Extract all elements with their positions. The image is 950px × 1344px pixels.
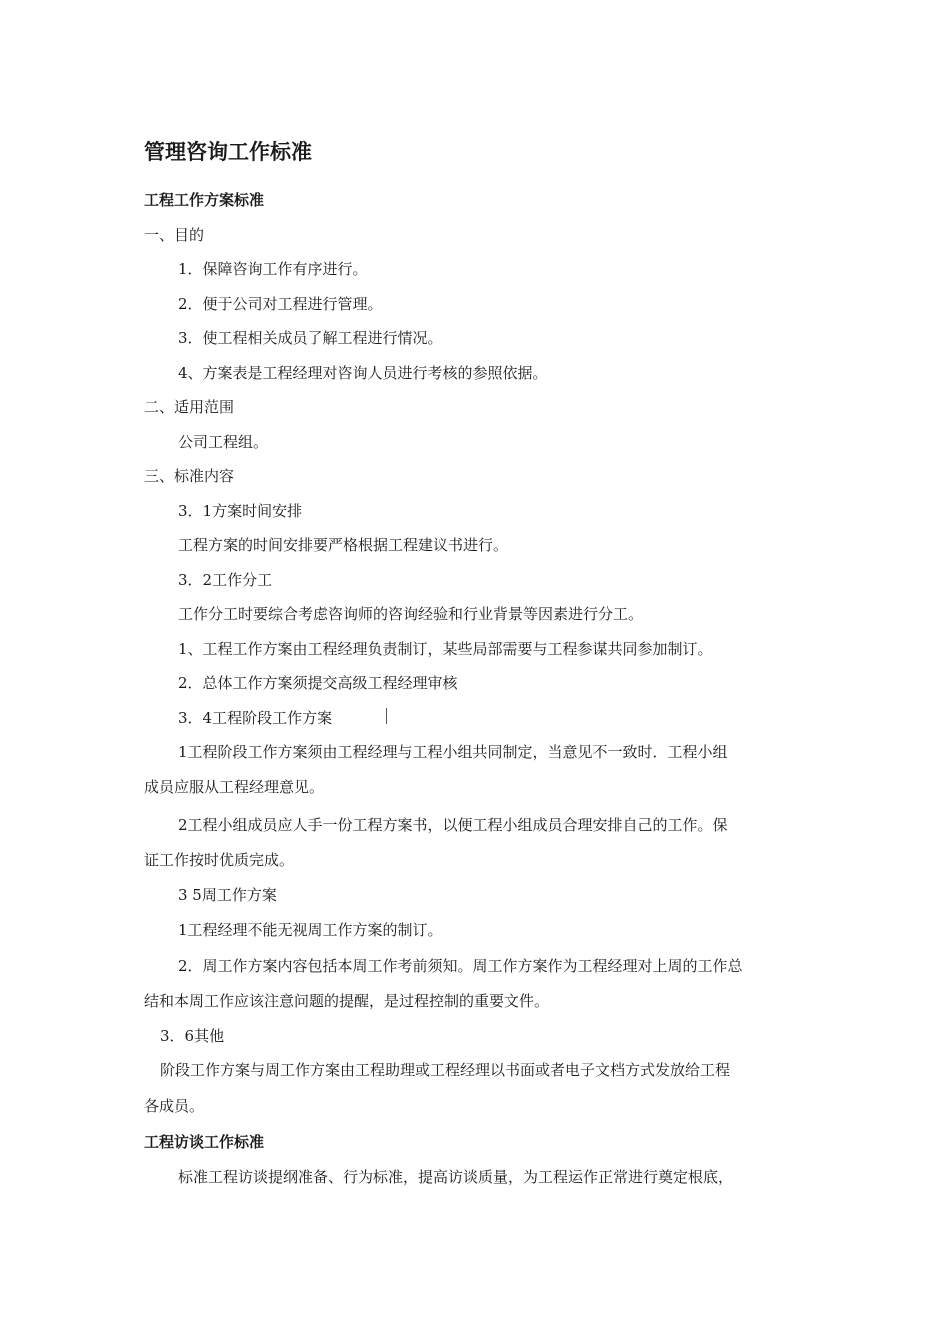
purpose-item-1: 1．保障咨询工作有序进行。 (178, 260, 368, 278)
page-title: 管理咨询工作标准 (144, 140, 312, 164)
para-3-4-2-line-2: 证工作按时优质完成。 (144, 851, 295, 869)
subheading-3-2: 3．2工作分工 (178, 571, 273, 589)
subheading-3-4: 3．4工程阶段工作方案 (178, 709, 333, 727)
para-3-4-2-line-1: 2工程小组成员应人手一份工程方案书，以便工程小组成员合理安排自己的工作。保 (178, 816, 728, 834)
scope-text: 公司工程组。 (178, 433, 269, 451)
text-3-1: 工程方案的时间安排要严格根据工程建议书进行。 (178, 536, 509, 554)
subheading-3-6: 3．6其他 (160, 1027, 225, 1045)
purpose-item-4: 4、方案表是工程经理对咨询人员进行考核的参照依据。 (178, 364, 548, 382)
purpose-item-2: 2．便于公司对工程进行管理。 (178, 295, 383, 313)
para-3-4-1-line-2: 成员应服从工程经理意见。 (144, 778, 325, 796)
heading-purpose: 一、目的 (144, 226, 205, 244)
text-3-2: 工作分工时要综合考虑咨询师的咨询经验和行业背景等因素进行分工。 (178, 605, 644, 623)
heading-scope: 二、适用范围 (144, 398, 235, 416)
purpose-item-3: 3．使工程相关成员了解工程进行情况。 (178, 329, 443, 347)
subheading-3-5: 3 5周工作方案 (178, 886, 277, 904)
text-cursor-mark (386, 708, 387, 724)
interview-text-line-1: 标准工程访谈提纲准备、行为标准，提高访谈质量，为工程运作正常进行奠定根底， (178, 1168, 734, 1186)
item-3-5-2-line-1: 2．周工作方案内容包括本周工作考前须知。周工作方案作为工程经理对上周的工作总 (178, 957, 743, 975)
text-3-6-line-1: 阶段工作方案与周工作方案由工程助理或工程经理以书面或者电子文档方式发放给工程 (160, 1061, 731, 1079)
section-heading-interview: 工程访谈工作标准 (144, 1133, 265, 1151)
heading-content: 三、标准内容 (144, 467, 235, 485)
text-3-6-line-2: 各成员。 (144, 1097, 205, 1115)
item-3-2-2: 2．总体工作方案须提交高级工程经理审核 (178, 674, 458, 692)
item-3-2-1: 1、工程工作方案由工程经理负责制订，某些局部需要与工程参谋共同参加制订。 (178, 640, 713, 658)
item-3-5-1: 1工程经理不能无视周工作方案的制订。 (178, 921, 443, 939)
item-3-5-2-line-2: 结和本周工作应该注意问题的提醒，是过程控制的重要文件。 (144, 992, 550, 1010)
para-3-4-1-line-1: 1工程阶段工作方案须由工程经理与工程小组共同制定，当意见不一致时．工程小组 (178, 743, 728, 761)
subheading-3-1: 3．1方案时间安排 (178, 502, 303, 520)
section-heading-project-plan: 工程工作方案标准 (144, 191, 265, 209)
